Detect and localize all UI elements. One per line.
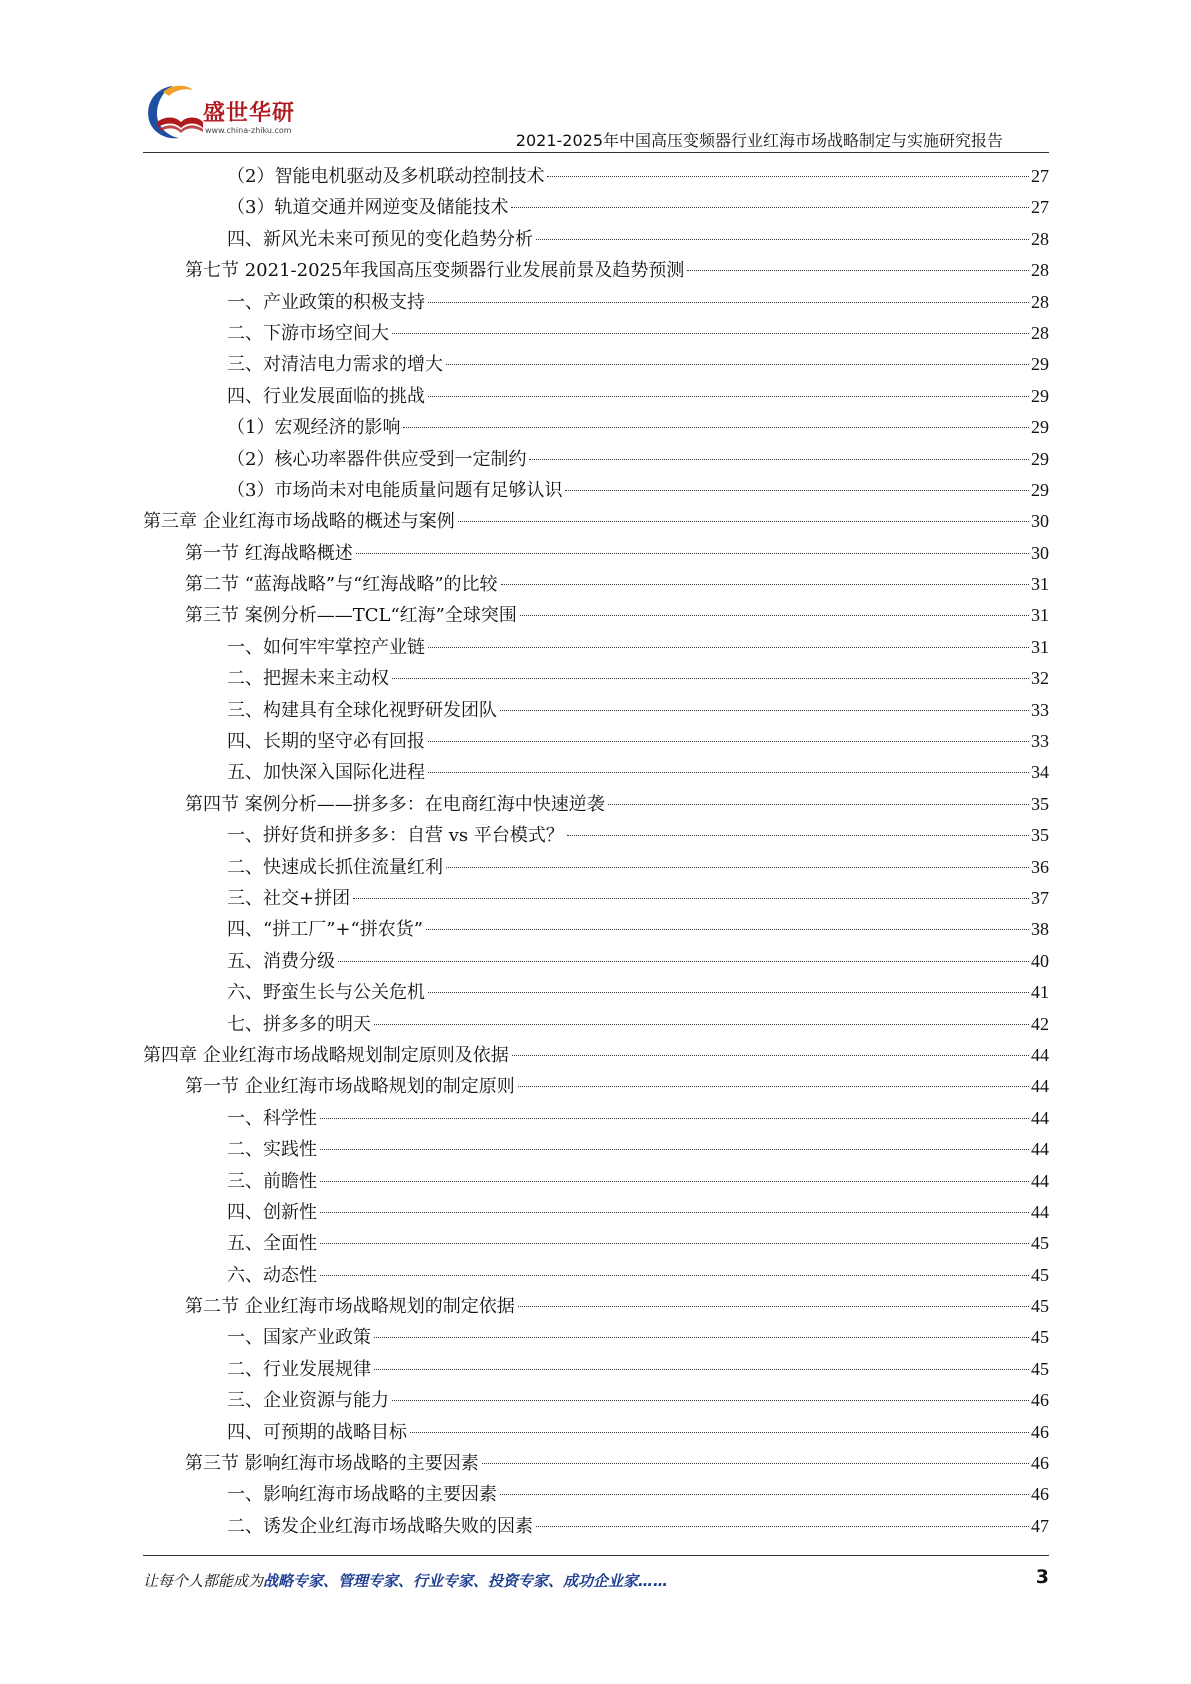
toc-entry-page: 28 [1031, 228, 1049, 249]
page-number: 3 [1035, 1566, 1049, 1588]
toc-entry[interactable] [143, 506, 1049, 537]
toc-entry-page: 45 [1031, 1296, 1049, 1317]
toc-entry-title: 第三章 企业红海市场战略的概述与案例 [143, 511, 455, 533]
toc-entry-title: 四、长期的坚守必有回报 [227, 731, 425, 753]
toc-dot-leader [608, 804, 1029, 805]
toc-entry-title: 三、前瞻性 [227, 1170, 317, 1192]
toc-entry-title: （3）市场尚未对电能质量问题有足够认识 [227, 479, 563, 501]
toc-entry-page: 45 [1031, 1327, 1049, 1348]
toc-dot-leader [518, 1086, 1029, 1087]
toc-entry[interactable] [143, 820, 1049, 851]
toc-entry[interactable] [143, 1009, 1049, 1040]
toc-entry-page: 35 [1031, 825, 1049, 846]
toc-entry-title: 四、创新性 [227, 1201, 317, 1223]
toc-entry-title: 第一节 红海战略概述 [185, 542, 353, 564]
header-divider [143, 152, 1049, 153]
toc-entry[interactable] [143, 946, 1049, 977]
toc-entry[interactable] [143, 412, 1049, 443]
toc-entry-title: 六、动态性 [227, 1264, 317, 1286]
toc-entry-title: 第四节 案例分析——拼多多：在电商红海中快速逆袭 [185, 793, 605, 815]
toc-entry-title: 三、构建具有全球化视野研发团队 [227, 699, 497, 721]
toc-dot-leader [320, 1118, 1029, 1119]
toc-entry[interactable] [143, 1291, 1049, 1322]
toc-entry[interactable] [143, 883, 1049, 914]
toc-entry-page: 44 [1031, 1170, 1049, 1191]
toc-entry[interactable] [143, 1511, 1049, 1542]
toc-entry-page: 46 [1031, 1390, 1049, 1411]
toc-dot-leader [374, 1369, 1029, 1370]
toc-dot-leader [392, 333, 1029, 334]
toc-entry[interactable] [143, 1166, 1049, 1197]
toc-entry-title: 一、拼好货和拼多多：自营 vs 平台模式？ [227, 825, 564, 847]
toc-entry-page: 38 [1031, 919, 1049, 940]
toc-entry-title: 第四章 企业红海市场战略规划制定原则及依据 [143, 1044, 509, 1066]
toc-dot-leader [529, 459, 1029, 460]
toc-entry-title: 第三节 影响红海市场战略的主要因素 [185, 1453, 479, 1475]
toc-entry-page: 34 [1031, 762, 1049, 783]
toc-entry-page: 28 [1031, 291, 1049, 312]
toc-dot-leader [512, 1055, 1029, 1056]
toc-entry-page: 47 [1031, 1515, 1049, 1536]
toc-entry-title: 二、实践性 [227, 1139, 317, 1161]
toc-entry-title: （3）轨道交通并网逆变及储能技术 [227, 197, 509, 219]
toc-entry-page: 45 [1031, 1264, 1049, 1285]
footer-slogan [143, 1570, 668, 1591]
toc-dot-leader [338, 961, 1029, 962]
toc-entry-page: 29 [1031, 448, 1049, 469]
table-of-contents [143, 161, 1049, 1542]
toc-dot-leader [356, 553, 1029, 554]
toc-entry-title: 五、消费分级 [227, 950, 335, 972]
toc-entry-page: 33 [1031, 731, 1049, 752]
toc-entry[interactable] [143, 1040, 1049, 1071]
toc-dot-leader [374, 1024, 1029, 1025]
toc-dot-leader [500, 1494, 1029, 1495]
toc-dot-leader [410, 1432, 1029, 1433]
toc-entry-page: 42 [1031, 1013, 1049, 1034]
toc-entry[interactable] [143, 287, 1049, 318]
toc-entry-page: 33 [1031, 699, 1049, 720]
toc-entry-title: 第三节 案例分析——TCL“红海”全球突围 [185, 605, 517, 627]
toc-entry[interactable] [143, 1134, 1049, 1165]
toc-dot-leader [501, 584, 1029, 585]
toc-entry-page: 44 [1031, 1076, 1049, 1097]
toc-entry-page: 31 [1031, 636, 1049, 657]
toc-entry[interactable] [143, 1354, 1049, 1385]
toc-entry-title: 四、可预期的战略目标 [227, 1421, 407, 1443]
toc-entry-page: 44 [1031, 1201, 1049, 1222]
toc-entry[interactable] [143, 663, 1049, 694]
toc-entry-title: 二、行业发展规律 [227, 1358, 371, 1380]
toc-entry[interactable] [143, 444, 1049, 475]
toc-dot-leader [428, 741, 1029, 742]
toc-entry[interactable] [143, 1228, 1049, 1259]
toc-entry-title: 二、诱发企业红海市场战略失败的因素 [227, 1515, 533, 1537]
toc-entry-page: 44 [1031, 1107, 1049, 1128]
toc-dot-leader [500, 710, 1029, 711]
toc-entry-title: （2）核心功率器件供应受到一定制约 [227, 448, 527, 470]
footer-slogan-prefix: 让每个人都能成为 [143, 1572, 264, 1590]
toc-entry-page: 30 [1031, 542, 1049, 563]
toc-entry-page: 45 [1031, 1358, 1049, 1379]
toc-entry[interactable] [143, 192, 1049, 223]
toc-entry-title: 二、把握未来主动权 [227, 668, 389, 690]
toc-entry-page: 46 [1031, 1484, 1049, 1505]
toc-entry-title: 第一节 企业红海市场战略规划的制定原则 [185, 1076, 515, 1098]
toc-entry-page: 28 [1031, 260, 1049, 281]
toc-entry-title: 二、快速成长抓住流量红利 [227, 856, 443, 878]
toc-dot-leader [392, 1400, 1029, 1401]
toc-entry-title: 一、如何牢牢掌控产业链 [227, 636, 425, 658]
toc-entry[interactable] [143, 255, 1049, 286]
toc-entry-page: 46 [1031, 1421, 1049, 1442]
toc-dot-leader [428, 396, 1029, 397]
toc-entry[interactable] [143, 538, 1049, 569]
toc-entry[interactable] [143, 1322, 1049, 1353]
toc-entry[interactable] [143, 381, 1049, 412]
toc-entry-page: 29 [1031, 417, 1049, 438]
company-logo [143, 82, 313, 144]
toc-dot-leader [320, 1275, 1029, 1276]
toc-entry[interactable] [143, 632, 1049, 663]
toc-entry-page: 28 [1031, 322, 1049, 343]
toc-dot-leader [446, 364, 1029, 365]
toc-dot-leader [446, 867, 1029, 868]
toc-entry-title: 第七节 2021-2025年我国高压变频器行业发展前景及趋势预测 [185, 260, 685, 282]
toc-entry-title: 六、野蛮生长与公关危机 [227, 982, 425, 1004]
toc-dot-leader [428, 302, 1029, 303]
toc-entry[interactable] [143, 1479, 1049, 1510]
toc-entry[interactable] [143, 1260, 1049, 1291]
toc-entry-title: 第二节 企业红海市场战略规划的制定依据 [185, 1296, 515, 1318]
toc-entry[interactable] [143, 569, 1049, 600]
toc-entry-page: 30 [1031, 511, 1049, 532]
toc-entry-page: 29 [1031, 479, 1049, 500]
toc-entry[interactable] [143, 475, 1049, 506]
toc-dot-leader [320, 1212, 1029, 1213]
toc-entry[interactable] [143, 1385, 1049, 1416]
toc-dot-leader [518, 1306, 1029, 1307]
toc-dot-leader [547, 176, 1029, 177]
toc-entry[interactable] [143, 1197, 1049, 1228]
toc-dot-leader [320, 1243, 1029, 1244]
toc-dot-leader [511, 207, 1029, 208]
toc-entry-page: 37 [1031, 887, 1049, 908]
toc-entry[interactable] [143, 161, 1049, 192]
footer-slogan-highlight: 战略专家、管理专家、行业专家、投资专家、成功企业家…… [263, 1572, 669, 1590]
toc-entry-page: 31 [1031, 605, 1049, 626]
toc-entry-page: 29 [1031, 354, 1049, 375]
toc-dot-leader [426, 929, 1029, 930]
toc-entry-page: 27 [1031, 166, 1049, 186]
toc-entry-page: 40 [1031, 950, 1049, 971]
toc-entry-title: 五、加快深入国际化进程 [227, 762, 425, 784]
toc-entry-page: 44 [1031, 1044, 1049, 1065]
toc-entry-title: （2）智能电机驱动及多机联动控制技术 [227, 166, 545, 187]
toc-entry-title: 四、“拼工厂”+“拼农货” [227, 919, 423, 941]
toc-entry-title: 第二节 “蓝海战略”与“红海战略”的比较 [185, 574, 498, 596]
toc-entry-title: 五、全面性 [227, 1233, 317, 1255]
toc-dot-leader [458, 521, 1029, 522]
document-title: 2021-2025年中国高压变频器行业红海市场战略制定与实施研究报告 [515, 131, 1003, 150]
toc-entry[interactable] [143, 789, 1049, 820]
toc-dot-leader [428, 772, 1029, 773]
toc-dot-leader [428, 647, 1029, 648]
toc-entry[interactable] [143, 914, 1049, 945]
toc-entry-title: 一、影响红海市场战略的主要因素 [227, 1484, 497, 1506]
toc-entry-title: 一、科学性 [227, 1107, 317, 1129]
logo-emblem-icon [143, 82, 205, 144]
toc-entry-page: 35 [1031, 793, 1049, 814]
toc-entry[interactable] [143, 224, 1049, 255]
toc-entry-page: 32 [1031, 668, 1049, 689]
toc-dot-leader [320, 1181, 1029, 1182]
logo-name: 盛世华研 [203, 101, 296, 126]
toc-dot-leader [353, 898, 1029, 899]
toc-dot-leader [536, 239, 1029, 240]
toc-dot-leader [482, 1463, 1029, 1464]
toc-entry-page: 46 [1031, 1453, 1049, 1474]
toc-entry-title: 三、社交+拼团 [227, 887, 351, 909]
toc-entry[interactable] [143, 1071, 1049, 1102]
toc-dot-leader [565, 490, 1029, 491]
toc-entry-page: 29 [1031, 385, 1049, 406]
toc-entry-page: 44 [1031, 1139, 1049, 1160]
toc-entry-page: 45 [1031, 1233, 1049, 1254]
toc-entry[interactable] [143, 695, 1049, 726]
toc-dot-leader [567, 835, 1029, 836]
toc-dot-leader [520, 615, 1029, 616]
toc-entry-title: 七、拼多多的明天 [227, 1013, 371, 1035]
toc-entry[interactable] [143, 1417, 1049, 1448]
toc-entry[interactable] [143, 600, 1049, 631]
toc-entry-title: 一、国家产业政策 [227, 1327, 371, 1349]
toc-dot-leader [536, 1526, 1029, 1527]
toc-entry[interactable] [143, 1448, 1049, 1479]
toc-entry[interactable] [143, 1103, 1049, 1134]
toc-entry-title: 一、产业政策的积极支持 [227, 291, 425, 313]
toc-entry-title: （1）宏观经济的影响 [227, 417, 401, 439]
toc-entry-title: 四、新风光未来可预见的变化趋势分析 [227, 228, 533, 250]
toc-entry[interactable] [143, 349, 1049, 380]
toc-entry[interactable] [143, 726, 1049, 757]
toc-entry[interactable] [143, 977, 1049, 1008]
toc-entry-title: 三、企业资源与能力 [227, 1390, 389, 1412]
toc-entry-page: 31 [1031, 574, 1049, 595]
toc-dot-leader [687, 270, 1029, 271]
toc-entry-title: 四、行业发展面临的挑战 [227, 385, 425, 407]
toc-dot-leader [392, 678, 1029, 679]
toc-dot-leader [403, 427, 1029, 428]
footer-divider [143, 1555, 1049, 1556]
toc-entry-title: 三、对清洁电力需求的增大 [227, 354, 443, 376]
toc-entry[interactable] [143, 852, 1049, 883]
toc-entry[interactable] [143, 757, 1049, 788]
toc-entry-page: 27 [1031, 197, 1049, 218]
page-header [143, 78, 1049, 154]
logo-url: www.china-zhiku.com [205, 126, 292, 135]
toc-dot-leader [320, 1149, 1029, 1150]
toc-entry-page: 41 [1031, 982, 1049, 1003]
toc-entry-title: 二、下游市场空间大 [227, 322, 389, 344]
toc-entry-page: 36 [1031, 856, 1049, 877]
toc-dot-leader [374, 1337, 1029, 1338]
toc-dot-leader [428, 992, 1029, 993]
toc-entry[interactable] [143, 318, 1049, 349]
